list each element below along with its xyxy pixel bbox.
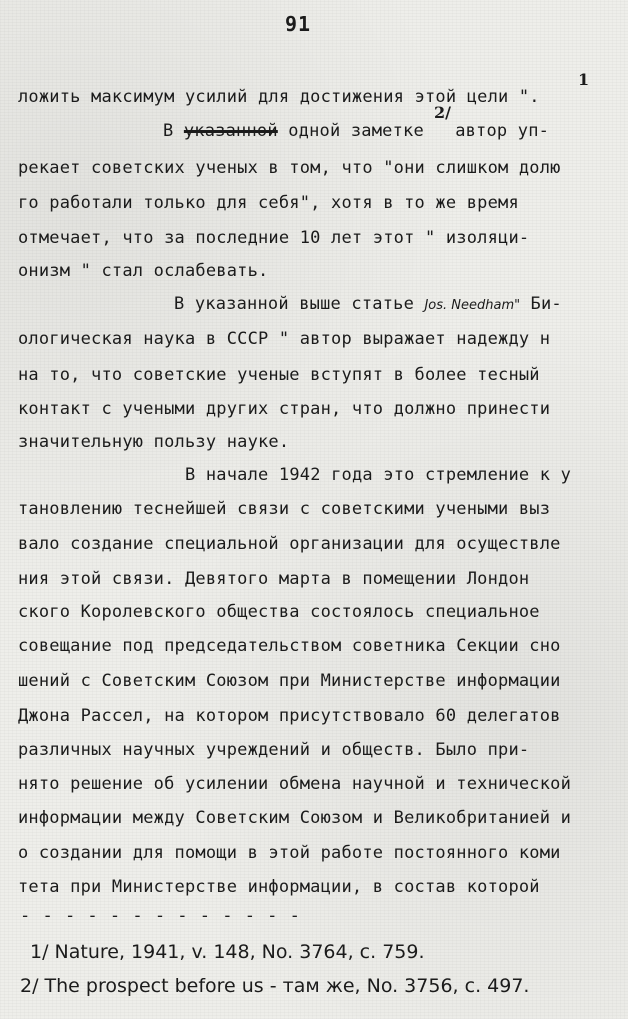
text-line-18: шений с Советским Союзом при Министерстве информации [18,671,561,691]
text-line-23: о создании для помощи в этой работе постоянного коми [18,843,561,863]
text-line-20: различных научных учреждений и обществ. Было при- [18,740,530,760]
text-line-21: нято решение об усилении обмена научной и технической [18,774,572,794]
footnote-separator: - - - - - - - - - - - - - [20,906,301,926]
text-line-1: ложить максимум усилий для достижения этой цели ". [18,87,540,107]
text-line-2: В указанной одной заметке автор уп- [163,121,550,141]
text-line-22: информации между Советским Союзом и Великобританией и [18,808,572,828]
text-line-16: ского Королевского общества состоялось специальное [18,602,540,622]
text-line-7-end: Би- [520,294,562,314]
footnote-mark-1: 1 [578,70,590,89]
text-line-3: рекает советских ученых в том, что "они слишком долю [18,158,561,178]
text-line-24: тета при Министерстве информации, в состав которой [18,877,540,897]
struck-word: указанной [183,121,278,141]
text-line-14: вало создание специальной организации для осуществле [18,534,561,554]
footnote-1: 1/ Nature, 1941, v. 148, No. 3764, c. 759. [30,941,425,963]
text-line-17: совещание под председательством советника Секции сно [18,636,561,656]
text-line-13: тановлению теснейшей связи с советскими учеными выз [18,499,551,519]
text-line-6: онизм " стал ослабевать. [18,261,269,281]
text-line-7 [174,293,562,317]
text-line-8: ологическая наука в СССР " автор выражает надежду н [18,329,551,349]
text-line-19: Джона Рассел, на котором присутствовало 60 делегатов [18,706,561,726]
text-line-9: на то, что советские ученые вступят в более тесный [18,365,540,385]
text-line-10: контакт с учеными других стран, что должно принести [18,399,551,419]
footnote-2: 2/ The prospect before us - там же, No. 3756, c. 497. [20,975,530,997]
text-line-15: ния этой связи. Девятого марта в помещении Лондон [18,569,530,589]
page-number: 91 [285,12,312,36]
text-line-12: В начале 1942 года это стремление к у [185,465,572,485]
text-line-11: значительную пользу науке. [18,432,290,452]
text-line-4: го работали только для себя", хотя в то же время [18,193,519,213]
handwritten-author: Jos. Needham" [424,298,521,313]
footnote-mark-2: 2/ [434,103,451,122]
text-line-7-start: В указанной выше статье [174,294,415,314]
text-line-5: отмечает, что за последние 10 лет этот " изоляци- [18,228,530,248]
